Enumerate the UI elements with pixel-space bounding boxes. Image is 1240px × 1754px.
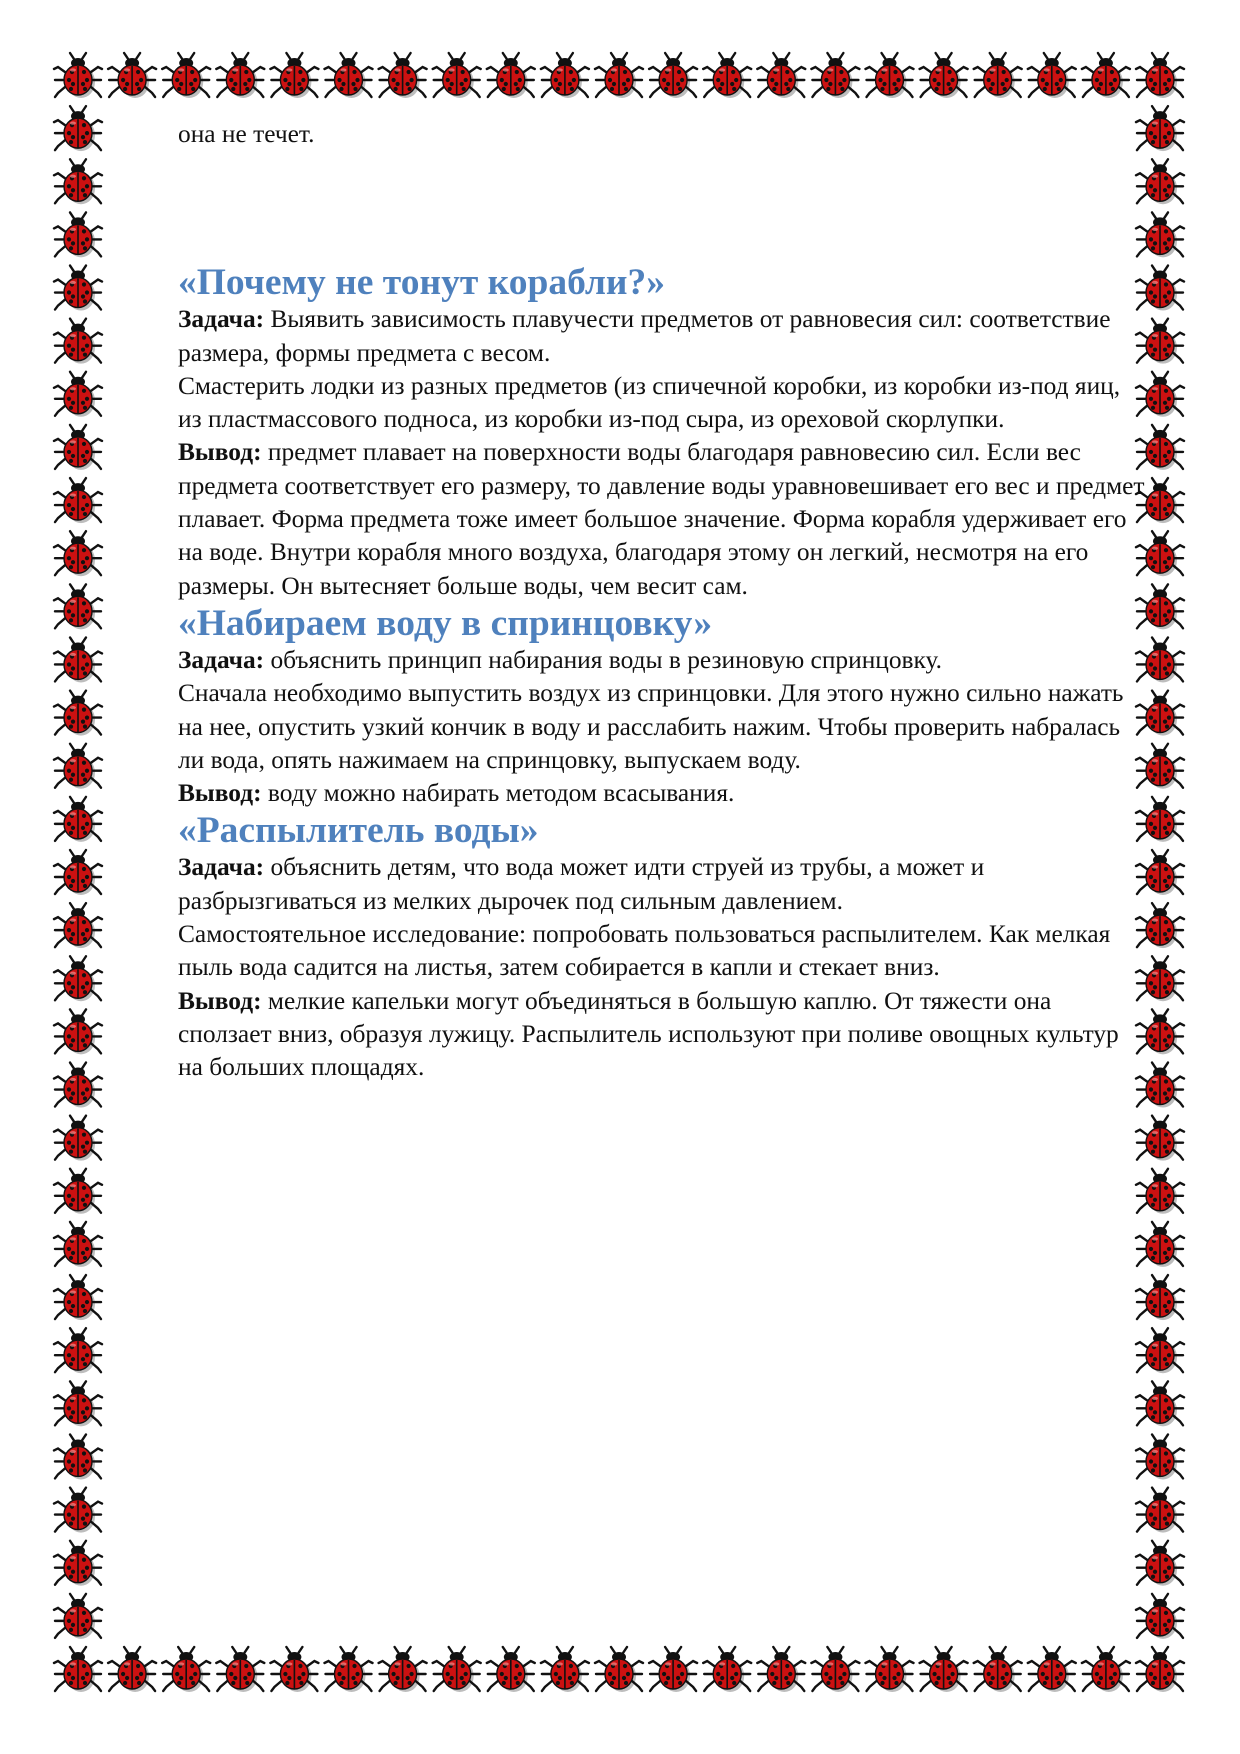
ladybug-icon bbox=[757, 1647, 805, 1692]
ladybug-icon bbox=[54, 372, 102, 417]
ladybug-icon bbox=[270, 53, 318, 98]
ladybug-icon bbox=[1136, 1169, 1184, 1214]
task-paragraph bbox=[178, 303, 1148, 370]
ladybug-icon bbox=[1136, 1275, 1184, 1320]
conclusion-label: Вывод: bbox=[178, 986, 262, 1015]
ladybug-icon bbox=[108, 1647, 156, 1692]
ladybug-icon bbox=[1136, 1594, 1184, 1639]
ladybug-icon bbox=[487, 1647, 535, 1692]
intro-line: она не течет. bbox=[178, 120, 315, 148]
conclusion-label: Вывод: bbox=[178, 779, 262, 808]
ladybug-icon bbox=[866, 1647, 914, 1692]
task-label: Задача: bbox=[178, 645, 265, 674]
ladybug-icon bbox=[54, 1541, 102, 1586]
ladybug-icon bbox=[1136, 53, 1184, 98]
ladybug-icon bbox=[487, 53, 535, 98]
ladybug-icon bbox=[433, 1647, 481, 1692]
ladybug-icon bbox=[974, 53, 1022, 98]
task-label: Задача: bbox=[178, 853, 265, 882]
ladybug-icon bbox=[1136, 1434, 1184, 1479]
task-label: Задача: bbox=[178, 305, 265, 334]
task-paragraph bbox=[178, 644, 1148, 677]
section-title: «Распылитель воды» bbox=[178, 810, 539, 852]
ladybug-icon bbox=[379, 1647, 427, 1692]
ladybug-icon bbox=[54, 53, 102, 98]
ladybug-icon bbox=[54, 1647, 102, 1692]
ladybug-icon bbox=[216, 1647, 264, 1692]
conclusion-paragraph bbox=[178, 985, 1148, 1085]
ladybug-icon bbox=[703, 53, 751, 98]
conclusion-text: воду можно набирать методом всасывания. bbox=[261, 779, 735, 808]
ladybug-icon bbox=[54, 1328, 102, 1373]
ladybug-icon bbox=[54, 1169, 102, 1214]
ladybug-icon bbox=[811, 1647, 859, 1692]
task-text: объяснить детям, что вода может идти струей из трубы, а может и разбрызгиваться из мелких дырочек под сильным давлением. bbox=[178, 853, 985, 915]
ladybug-icon bbox=[325, 53, 373, 98]
ladybug-icon bbox=[1136, 1488, 1184, 1533]
ladybug-icon bbox=[162, 53, 210, 98]
ladybug-icon bbox=[54, 691, 102, 736]
ladybug-icon bbox=[649, 1647, 697, 1692]
method-text: Самостоятельное исследование: попробовать пользоваться распылителем. Как мелкая пыль вода садится на листья, затем собирается в капли и стекает вниз. bbox=[178, 920, 1111, 982]
ladybug-icon bbox=[54, 744, 102, 789]
ladybug-icon bbox=[54, 1063, 102, 1108]
ladybug-icon bbox=[1136, 1647, 1184, 1692]
ladybug-icon bbox=[54, 1222, 102, 1267]
ladybug-icon bbox=[54, 531, 102, 576]
ladybug-icon bbox=[54, 1275, 102, 1320]
method-paragraph bbox=[178, 918, 1148, 985]
ladybug-icon bbox=[433, 53, 481, 98]
ladybug-icon bbox=[1136, 1116, 1184, 1161]
ladybug-icon bbox=[54, 1381, 102, 1426]
ladybug-icon bbox=[54, 106, 102, 151]
spacer bbox=[178, 151, 1148, 262]
ladybug-icon bbox=[54, 1594, 102, 1639]
ladybug-icon bbox=[1136, 1328, 1184, 1373]
section-sprayer bbox=[178, 810, 1148, 1084]
ladybug-icon bbox=[54, 212, 102, 257]
task-text: объяснить принцип набирания воды в резиновую спринцовку. bbox=[264, 645, 943, 674]
ladybug-icon bbox=[54, 797, 102, 842]
ladybug-icon bbox=[541, 1647, 589, 1692]
conclusion-text: мелкие капельки могут объединяться в большую каплю. От тяжести она сползает вниз, образуя лужицу. Распылитель используют при поливе овощных культур на больших площадях. bbox=[178, 986, 1119, 1082]
ladybug-icon bbox=[866, 53, 914, 98]
ladybug-icon bbox=[920, 1647, 968, 1692]
ladybug-icon bbox=[54, 956, 102, 1001]
ladybug-icon bbox=[54, 1009, 102, 1054]
ladybug-icon bbox=[974, 1647, 1022, 1692]
conclusion-label: Вывод: bbox=[178, 438, 262, 467]
section-ships bbox=[178, 262, 1148, 603]
section-title: «Почему не тонут корабли?» bbox=[178, 262, 666, 304]
ladybug-icon bbox=[595, 1647, 643, 1692]
method-paragraph bbox=[178, 677, 1148, 777]
ladybug-icon bbox=[54, 159, 102, 204]
ladybug-icon bbox=[54, 478, 102, 523]
ladybug-icon bbox=[216, 53, 264, 98]
ladybug-icon bbox=[920, 53, 968, 98]
method-text: Сначала необходимо выпустить воздух из спринцовки. Для этого нужно сильно нажать на нее, опустить узкий кончик в воду и расслабить нажим. Чтобы проверить набралась ли вода, опять нажимаем на спринцовку, выпускаем воду. bbox=[178, 679, 1124, 774]
conclusion-text: предмет плавает на поверхности воды благодаря равновесию сил. Если вес предмета соответствует его размеру, то давление воды уравновешивает его вес и предмет плавает. Форма предмета тоже имеет большое значение. Форма корабля удерживает его на воде. Внутри корабля много воздуха, благодаря этому он легкий, несмотря на его размеры. Он вытесняет больше воды, чем весит сам. bbox=[178, 438, 1145, 600]
ladybug-icon bbox=[108, 53, 156, 98]
ladybug-icon bbox=[649, 53, 697, 98]
ladybug-icon bbox=[162, 1647, 210, 1692]
ladybug-icon bbox=[1082, 1647, 1130, 1692]
ladybug-icon bbox=[270, 1647, 318, 1692]
ladybug-icon bbox=[541, 53, 589, 98]
task-paragraph bbox=[178, 851, 1148, 918]
section-syringe bbox=[178, 603, 1148, 810]
ladybug-icon bbox=[54, 1488, 102, 1533]
ladybug-icon bbox=[811, 53, 859, 98]
ladybug-icon bbox=[1136, 1381, 1184, 1426]
document-body bbox=[178, 118, 1148, 1085]
ladybug-icon bbox=[1028, 53, 1076, 98]
ladybug-icon bbox=[1136, 1222, 1184, 1267]
method-text: Смастерить лодки из разных предметов (из спичечной коробки, из коробки из-под яиц, из пластмассового подноса, из коробки из-под сыра, из ореховой скорлупки. bbox=[178, 371, 1121, 434]
section-title: «Набираем воду в спринцовку» bbox=[178, 602, 713, 644]
ladybug-icon bbox=[1136, 1541, 1184, 1586]
ladybug-icon bbox=[54, 584, 102, 629]
ladybug-icon bbox=[54, 850, 102, 895]
ladybug-icon bbox=[1028, 1647, 1076, 1692]
ladybug-icon bbox=[54, 903, 102, 948]
conclusion-paragraph bbox=[178, 436, 1148, 602]
ladybug-icon bbox=[54, 425, 102, 470]
conclusion-paragraph bbox=[178, 777, 1148, 810]
ladybug-icon bbox=[54, 266, 102, 311]
ladybug-icon bbox=[54, 1116, 102, 1161]
ladybug-icon bbox=[325, 1647, 373, 1692]
ladybug-icon bbox=[379, 53, 427, 98]
ladybug-icon bbox=[54, 319, 102, 364]
ladybug-icon bbox=[54, 637, 102, 682]
ladybug-icon bbox=[595, 53, 643, 98]
ladybug-icon bbox=[54, 1434, 102, 1479]
ladybug-icon bbox=[703, 1647, 751, 1692]
method-paragraph bbox=[178, 370, 1148, 437]
task-text: Выявить зависимость плавучести предметов от равновесия сил: соответствие размера, формы предмета с весом. bbox=[178, 305, 1111, 367]
ladybug-icon bbox=[1082, 53, 1130, 98]
ladybug-icon bbox=[757, 53, 805, 98]
